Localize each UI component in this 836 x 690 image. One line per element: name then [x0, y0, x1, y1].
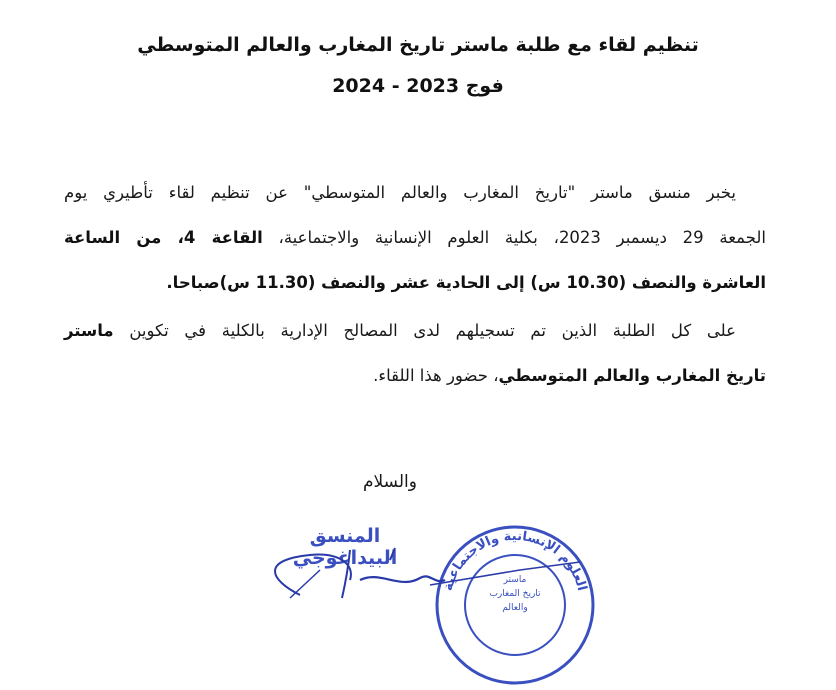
- cohort-subtitle: فوج 2023 - 2024: [332, 75, 504, 97]
- attendance-line-2-text: ، حضور هذا اللقاء.: [373, 366, 499, 385]
- closing-salutation: والسلام: [363, 472, 417, 492]
- coordinator-label: المنسق البيداغوجي: [292, 525, 398, 569]
- attendance-paragraph: [64, 308, 766, 398]
- document-title: تنظيم لقاء مع طلبة ماستر تاريخ المغارب والعالم المتوسطي: [137, 34, 699, 56]
- attendance-line-1: [64, 308, 766, 353]
- date-venue-text: الجمعة 29 ديسمبر 2023، بكلية العلوم الإنسانية والاجتماعية،: [262, 228, 766, 247]
- attendance-line-1-text: على كل الطلبة الذين تم تسجيلهم لدى المصالح الإدارية بالكلية في تكوين: [113, 321, 736, 340]
- announcement-line-3: [64, 260, 766, 305]
- handwritten-signature-icon: [230, 540, 590, 600]
- time-range-text: العاشرة والنصف (10.30 س) إلى الحادية عشر والنصف (11.30 س)صباحا.: [166, 273, 766, 292]
- stamp-inner-text-3: والعالم: [502, 603, 528, 613]
- master-label: ماستر: [64, 321, 114, 340]
- attendance-line-2: [64, 353, 766, 398]
- announcement-line-1: [64, 170, 766, 215]
- stamp-inner-text-1: ماستر: [503, 575, 527, 585]
- announcement-line-2: [64, 215, 766, 260]
- stamp-outer-text: العلوم الإنسانية والاجتماعية: [440, 528, 590, 593]
- room-time-text: القاعة 4، من الساعة: [64, 228, 263, 247]
- stamp-inner-text-2: تاريخ المغارب: [489, 589, 541, 599]
- program-name: تاريخ المغارب والعالم المتوسطي: [498, 366, 766, 385]
- announcement-paragraph: [64, 170, 766, 305]
- announcement-line-1-text: يخبر منسق ماستر "تاريخ المغارب والعالم المتوسطي" عن تنظيم لقاء تأطيري يوم: [64, 183, 736, 202]
